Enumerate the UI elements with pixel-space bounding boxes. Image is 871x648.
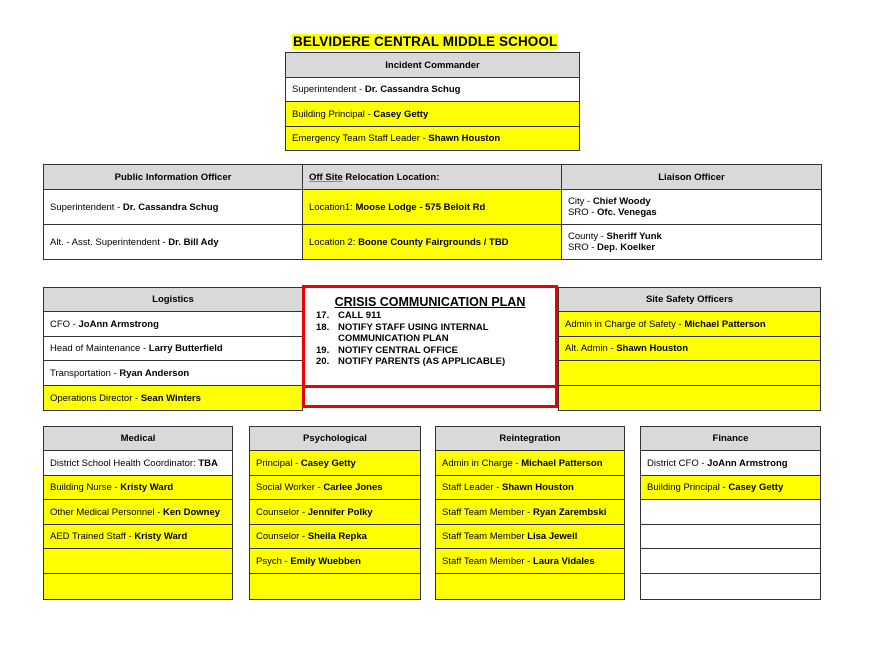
site-safety-header: Site Safety Officers [559, 288, 821, 312]
safety-row: Alt. Admin - Shawn Houston [559, 337, 821, 361]
medical-row-empty [44, 574, 233, 600]
psych-row: Counselor - Sheila Repka [250, 525, 421, 549]
reintegration-row: Staff Team Member - Laura Vidales [436, 549, 625, 574]
safety-row-empty [559, 386, 821, 411]
medical-row: District School Health Coordinator: TBA [44, 451, 233, 476]
crisis-step: 20. NOTIFY PARENTS (AS APPLICABLE) [316, 356, 506, 367]
liaison-row-city: City - Chief Woody SRO - Ofc. Venegas [562, 190, 822, 225]
reintegration-header: Reintegration [436, 427, 625, 451]
incident-row-team-leader: Emergency Team Staff Leader - Shawn Houston [286, 127, 580, 151]
psych-row: Psych - Emily Wuebben [250, 549, 421, 574]
incident-commander-header: Incident Commander [286, 53, 580, 78]
relocation-row-2: Location 2: Boone County Fairgrounds / TBD [303, 225, 562, 260]
safety-row-empty [559, 361, 821, 386]
liaison-header: Liaison Officer [562, 165, 822, 190]
finance-row-empty [641, 525, 821, 549]
crisis-step: 19. NOTIFY CENTRAL OFFICE [316, 344, 458, 356]
medical-table [43, 426, 233, 600]
medical-row: Other Medical Personnel - Ken Downey [44, 500, 233, 525]
medical-row: Building Nurse - Kristy Ward [44, 476, 233, 500]
crisis-step: COMMUNICATION PLAN [338, 333, 449, 344]
psych-row: Social Worker - Carlee Jones [250, 476, 421, 500]
finance-header: Finance [641, 427, 821, 451]
reintegration-row: Staff Team Member Lisa Jewell [436, 525, 625, 549]
finance-table [640, 426, 821, 600]
crisis-step: 17. CALL 911 [316, 310, 382, 321]
logistics-row: Transportation - Ryan Anderson [44, 361, 303, 386]
finance-row-empty [641, 500, 821, 525]
psychological-table [249, 426, 421, 600]
pio-row-asst-superintendent: Alt. - Asst. Superintendent - Dr. Bill Ady [44, 225, 303, 260]
liaison-row-county: County - Sheriff Yunk SRO - Dep. Koelker [562, 225, 822, 260]
pio-header: Public Information Officer [44, 165, 303, 190]
crisis-steps [316, 310, 505, 368]
reintegration-table [435, 426, 625, 600]
logistics-row: Head of Maintenance - Larry Butterfield [44, 337, 303, 361]
psych-row-empty [250, 574, 421, 600]
reintegration-row: Staff Leader - Shawn Houston [436, 476, 625, 500]
psych-row: Counselor - Jennifer Polky [250, 500, 421, 525]
logistics-row: Operations Director - Sean Winters [44, 386, 303, 411]
incident-commander-table [285, 52, 580, 151]
relocation-row-1: Location1: Moose Lodge - 575 Beloit Rd [303, 190, 562, 225]
medical-row-empty [44, 549, 233, 574]
medical-header: Medical [44, 427, 233, 451]
psych-row: Principal - Casey Getty [250, 451, 421, 476]
incident-row-principal: Building Principal - Casey Getty [286, 102, 580, 127]
medical-row: AED Trained Staff - Kristy Ward [44, 525, 233, 549]
logistics-table [43, 287, 303, 411]
safety-row: Admin in Charge of Safety - Michael Patterson [559, 312, 821, 337]
finance-row: Building Principal - Casey Getty [641, 476, 821, 500]
crisis-divider [305, 385, 555, 388]
finance-row-empty [641, 574, 821, 600]
relocation-header: Off Site Relocation Location: [303, 165, 562, 190]
reintegration-row: Admin in Charge - Michael Patterson [436, 451, 625, 476]
pio-row-superintendent: Superintendent - Dr. Cassandra Schug [44, 190, 303, 225]
crisis-step: 18. NOTIFY STAFF USING INTERNAL [316, 321, 489, 333]
crisis-title: CRISIS COMMUNICATION PLAN [334, 295, 526, 309]
incident-row-superintendent: Superintendent - Dr. Cassandra Schug [286, 78, 580, 102]
finance-row-empty [641, 549, 821, 574]
psychological-header: Psychological [250, 427, 421, 451]
crisis-communication-box [302, 285, 558, 408]
logistics-row: CFO - JoAnn Armstrong [44, 312, 303, 337]
reintegration-row-empty [436, 574, 625, 600]
page-title: BELVIDERE CENTRAL MIDDLE SCHOOL [293, 34, 558, 49]
site-safety-table [558, 287, 821, 411]
officers-table [43, 164, 822, 260]
finance-row: District CFO - JoAnn Armstrong [641, 451, 821, 476]
reintegration-row: Staff Team Member - Ryan Zarembski [436, 500, 625, 525]
logistics-header: Logistics [44, 288, 303, 312]
